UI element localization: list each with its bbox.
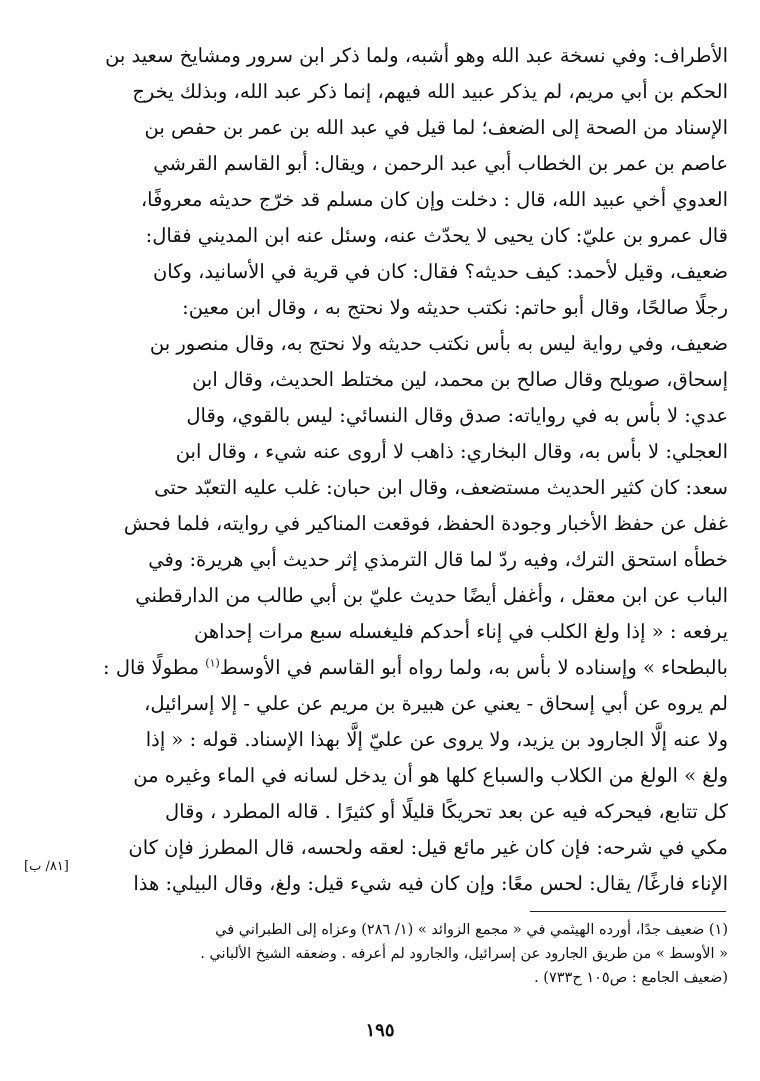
- text-line: ضعيف، وقيل لأحمد: كيف حديثه؟ فقال: كان في قرية في الأسانيد، وكان: [152, 260, 728, 283]
- text-line: ولا عنه إلَّا الجارود بن يزيد، ولا يروى عن عليّ إلَّا بهذا الإسناد. قوله : « إذا: [145, 728, 728, 751]
- text-line: مكي في شرحه: فإن كان غير مائع قيل: لعقه ولحسه، قال المطرز فإن كان: [128, 836, 728, 859]
- text-segment: مطولًا قال :: [103, 656, 206, 679]
- text-line-with-footnote: [80, 650, 728, 686]
- text-line: عدي: لا بأس به في رواياته: صدق وقال النسائي: ليس بالقوي، وقال: [186, 404, 728, 427]
- footnotes: [88, 918, 728, 990]
- footnote-line: (ضعيف الجامع : ص١٠٥ ح٧٣٣) .: [534, 970, 728, 986]
- text-line: الإسناد من الصحة إلى الضعف؛ لما قيل في عبد الله بن عمر بن حفص بن: [144, 116, 728, 139]
- text-line: ضعيف، وفي رواية ليس به بأس نكتب حديثه ولا نحتج به، وقال منصور بن: [149, 332, 728, 355]
- text-line: خطأه استحق الترك، وفيه ردّ لما قال الترمذي إثر حديث أبي هريرة: وفي: [148, 548, 728, 571]
- text-line: العجلي: لا بأس به، وقال البخاري: ذاهب لا أروى عنه شيء ، وقال ابن: [175, 440, 728, 463]
- text-line: الباب عن ابن معقل ، وأغفل أيضًا حديث عليّ بن أبي طالب من الدارقطني: [135, 584, 728, 607]
- text-line: قال عمرو بن عليّ: كان يحيى لا يحدّث عنه، وسئل عنه ابن المديني فقال:: [145, 224, 728, 247]
- text-line: كل تتابع، فيحركه فيه عن بعد تحريكًا قليلًا أو كثيرًا . قاله المطرد ، وقال: [164, 800, 728, 823]
- footnote-line: (١) ضعيف جدًا، أورده الهيثمي في « مجمع الزوائد » (١/ ٢٨٦) وعزاه إلى الطبراني في: [215, 922, 728, 938]
- footnote-marker[interactable]: (١): [205, 656, 220, 670]
- text-line: عاصم بن عمر بن الخطاب أبي عبد الرحمن ، ويقال: أبو القاسم القرشي: [153, 152, 728, 175]
- main-text: [80, 38, 728, 902]
- text-line: رجلًا صالحًا، وقال أبو حاتم: نكتب حديثه ولا نحتج به ، وقال ابن معين:: [182, 296, 728, 319]
- page-number: ١٩٥: [365, 1020, 395, 1041]
- text-line: إسحاق، صويلح وقال صالح بن محمد، لين مختلط الحديث، وقال ابن: [192, 368, 728, 391]
- text-line: لم يروه عن أبي إسحاق - يعني عن هبيرة بن مريم عن علي - إلا إسرائيل،: [144, 692, 728, 715]
- text-line: سعد: كان كثير الحديث مستضعف، وقال ابن حبان: غلب عليه التعبّد حتى: [154, 476, 728, 499]
- footnote-separator: [530, 911, 726, 912]
- text-line: الحكم بن أبي مريم، لم يذكر عبيد الله فيهم، إنما ذكر عبد الله، وبذلك يخرج: [132, 80, 728, 103]
- text-line: ولغ » الولغ من الكلاب والسباع كلها هو أن يدخل لسانه في الماء وغيره من: [133, 764, 728, 787]
- manuscript-folio-reference: [٨١/ ب]: [24, 859, 69, 874]
- text-line: الإناء فارغًا/ يقال: لحس معًا: وإن كان فيه شيء قيل: ولغ، وقال البيلي: هذا: [133, 872, 728, 895]
- text-line: الأطراف: وفي نسخة عبد الله وهو أشبه، ولما ذكر ابن سرور ومشايخ سعيد بن: [105, 44, 728, 67]
- text-segment: بالبطحاء » وإسناده لا بأس به، ولما رواه أبو القاسم في الأوسط: [219, 656, 728, 679]
- text-line: العدوي أخي عبيد الله، قال : دخلت وإن كان مسلم قد خرّج حديثه معروفًا،: [140, 188, 728, 211]
- text-line: غفل عن حفظ الأخبار وجودة الحفظ، فوقعت المناكير في روايته، فلما فحش: [123, 512, 728, 535]
- footnote-line: « الأوسط » من طريق الجارود عن إسرائيل، والجارود لم أعرفه . وضعفه الشيخ الألباني .: [200, 946, 728, 962]
- text-line: يرفعه : « إذا ولغ الكلب في إناء أحدكم فليغسله سبع مرات إحداهن: [194, 620, 728, 643]
